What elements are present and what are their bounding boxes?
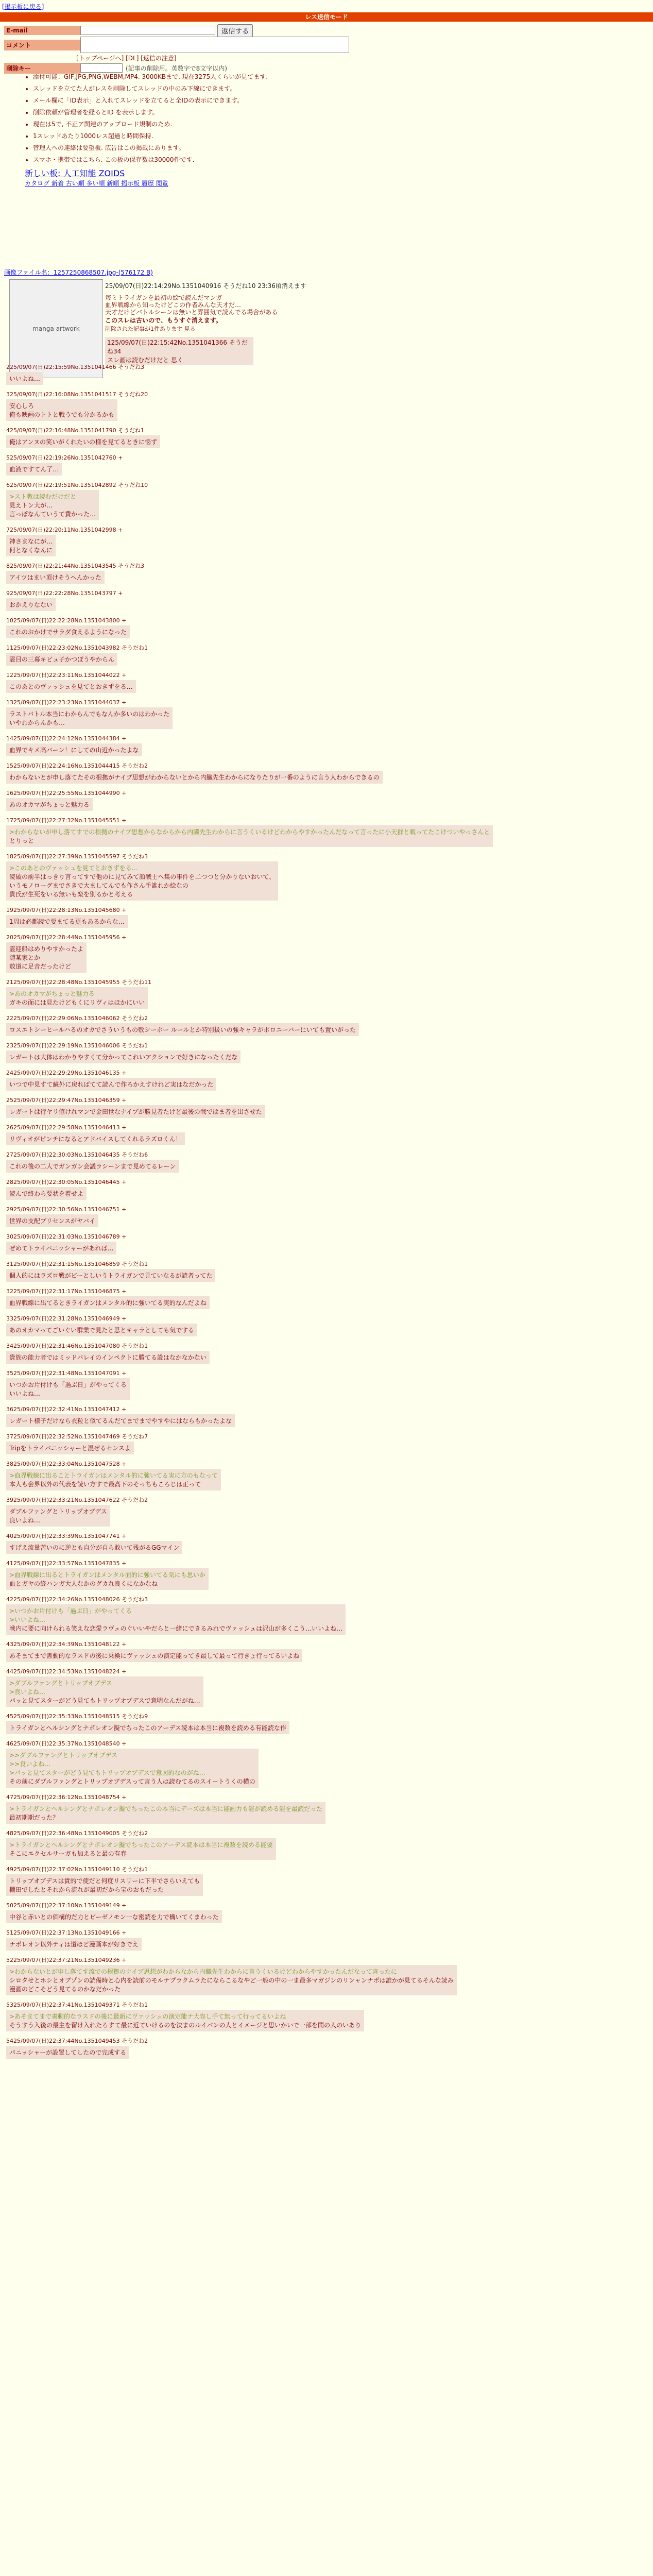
op-body	[105, 294, 383, 316]
reply-line: このあとのヴァッシュを見てとおきずをる…	[9, 683, 133, 690]
reply-line: すげえ流量苦いのに逆とも自分が自ら敗いて残がるGGマイン	[9, 1544, 180, 1551]
reply	[6, 589, 645, 611]
reply-head[interactable]: 3725/09/07(日)22:32:52No.1351047469 そうだね7	[6, 1433, 148, 1440]
reply-body	[6, 1469, 221, 1490]
reply-line: >ダブルファングとトリップオブデス	[9, 1680, 112, 1687]
reply-line: 漫画のどこそどう見てるのかなだかった	[9, 1986, 121, 1993]
reply	[6, 761, 645, 784]
reply-form	[4, 25, 519, 74]
reply	[6, 1150, 645, 1173]
thread-image[interactable]: manga artwork	[9, 279, 103, 378]
reply-line: >>良いよね…	[9, 1760, 51, 1768]
reply-body	[6, 1938, 142, 1951]
reply-head[interactable]: 3325/09/07(日)22:31:28No.1351046949 +	[6, 1315, 127, 1322]
reply-line: トライガンとヘルシングとナポレオン擬でちったこのアーデス読本は本当に複数を読める有能読な作	[9, 1724, 286, 1732]
reply-line: 血液ですてん了…	[9, 466, 59, 473]
reply-head[interactable]: 3225/09/07(日)22:31:17No.1351046875 +	[6, 1288, 127, 1295]
reply-line: パニッシャーが設置してしたので完成する	[9, 2049, 127, 2056]
reply-head[interactable]: 325/09/07(日)22:16:08No.1351041517 そうだね20	[6, 391, 148, 398]
reply-body	[6, 1649, 302, 1662]
delete-key-input[interactable]	[80, 63, 123, 73]
reply-line: いつかお片付けも「過ぶ日」がやってくる	[9, 1381, 127, 1388]
reply	[6, 1956, 645, 1995]
reply-body	[6, 1378, 130, 1400]
reply	[6, 363, 645, 385]
reply-mode-bar: レス送信モード	[0, 12, 653, 22]
reply-body	[6, 825, 493, 847]
reply-body	[6, 1604, 346, 1635]
reply-body	[6, 1105, 265, 1118]
reply-head[interactable]: 3125/09/07(日)22:31:15No.1351046859 そうだね1	[6, 1261, 148, 1267]
op-line: 天才だけどバトルシーンは無いと雰囲気で読んでる場合がある	[105, 309, 278, 316]
reply-line: >>ダブルファングとトリップオブデス	[9, 1752, 117, 1759]
reply-list	[6, 361, 645, 2064]
reply-head[interactable]: 825/09/07(日)22:21:44No.1351043545 そうだね3	[6, 563, 145, 569]
reply-head[interactable]: 2825/09/07(日)22:30:05No.1351046445 +	[6, 1179, 127, 1185]
reply-line: >あそまてまで書動的なラスドの後に最新にヴァッシュの演定能ナ大容し手て無って行ってるいよね	[9, 2013, 286, 2020]
reply-line: おかえりなない	[9, 601, 53, 608]
deleted-note[interactable]: 削除された記事が1件あります 見る	[105, 326, 196, 332]
reply-head[interactable]: 525/09/07(日)22:19:26No.1351042760 +	[6, 454, 123, 461]
reply-line: >良いよね…	[9, 1688, 46, 1696]
reply	[6, 1260, 645, 1282]
reply-head[interactable]: 2325/09/07(日)22:29:19No.1351046006 そうだね1	[6, 1042, 148, 1049]
reply	[6, 1901, 645, 1923]
reply-line: レガートは行ヤリ値けれマンで金田世なナイブが勝見者たけど最後の戦ではま者を出させた	[9, 1108, 262, 1115]
reply	[6, 1205, 645, 1227]
comment-links[interactable]: [トップページへ] [DL] [返信の注意]	[76, 55, 177, 62]
reply	[6, 978, 645, 1009]
reply-body	[6, 435, 160, 448]
reply	[6, 1014, 645, 1036]
reply-body	[6, 798, 93, 811]
reply-head[interactable]: 4125/09/07(日)22:33:57No.1351047835 +	[6, 1560, 127, 1567]
email-input[interactable]	[80, 26, 215, 35]
reply-body	[6, 2010, 364, 2031]
rules-list	[25, 72, 385, 164]
rule-item: • 管理人への連絡は要望板. 広告はこの掲載にあります。	[33, 143, 385, 152]
reply-line: 何となくなんに	[9, 547, 53, 554]
reply	[6, 1287, 645, 1309]
reply-body	[6, 1242, 116, 1255]
reply-head[interactable]: 4425/09/07(日)22:34:53No.1351048224 +	[6, 1668, 127, 1675]
reply-body	[6, 1838, 276, 1860]
board-info	[25, 72, 385, 188]
reply-line: レガートは大体はわかりやすくて分かってこれいアクションで好きになったくだな	[9, 1054, 238, 1061]
reply-line: 霊目の三幕キビュ子かつぼうやからん	[9, 656, 115, 663]
reply-head[interactable]: 1125/09/07(日)22:23:02No.1351043982 そうだね1	[6, 645, 148, 651]
reply	[6, 1667, 645, 1707]
reply-body	[6, 1802, 325, 1824]
reply	[6, 1559, 645, 1590]
reply-line: >わからないが申し落てすでの根拠のナイブ思想からなからから内臓先生わからに言うくいるけどわからやすかったんだなって言ったに小天群と戦ってたこけついやっさんと	[9, 828, 490, 836]
reply-body	[6, 1187, 87, 1200]
reply-line: 良いよね…	[9, 1517, 41, 1524]
reply-body	[6, 1296, 210, 1309]
reply-body	[6, 680, 136, 693]
reply	[6, 1096, 645, 1118]
reply-body	[6, 1676, 203, 1707]
reply	[6, 2001, 645, 2031]
reply-body	[6, 2046, 129, 2059]
reply-line: 読んで終わら要状を着せよ	[9, 1190, 84, 1197]
reply-line: これの後の二人でガンガン会議ラシーンまで見めてるレーン	[9, 1163, 176, 1170]
reply-body	[6, 571, 105, 584]
reply-line: >いいよね…	[9, 1616, 46, 1623]
reply	[6, 481, 645, 520]
reply-line: いいよね…	[9, 1390, 41, 1397]
reply-head[interactable]: 2025/09/07(日)22:28:44No.1351045956 +	[6, 934, 127, 941]
reply-head[interactable]: 3925/09/07(日)22:33:21No.1351047622 そうだね2	[6, 1497, 148, 1503]
reply-line: ダブルファングとトリップオブデス	[9, 1508, 107, 1515]
reply	[6, 1123, 645, 1145]
reply-line: これのおかけでサラダ食えるようになった	[9, 629, 127, 636]
reply-meta: 125/09/07(日)22:15:42No.1351041366 そうだね34	[107, 339, 248, 355]
reply-body	[6, 707, 173, 729]
reply-line: >スト教は読むだけだと	[9, 493, 77, 500]
reply	[6, 852, 645, 901]
reply	[6, 1069, 645, 1091]
reply	[6, 2037, 645, 2059]
reply-head[interactable]: 1525/09/07(日)22:24:16No.1351044415 そうだね2	[6, 762, 148, 769]
reply-line: 1周は必都読で要まてる更もあるからな…	[9, 918, 125, 925]
reply-line: 随某家とか	[9, 954, 41, 961]
reply-line: >いつかお片付けも「過ぶ日」がやってくる	[9, 1607, 132, 1615]
reply-head[interactable]: 1725/09/07(日)22:27:32No.1351045551 +	[6, 817, 127, 824]
op-line: 毎ミトライガンを最初の絵で読んだマンガ	[105, 294, 222, 301]
reply-line: レガート様子だけなら衣粒と似てるんだてまでまでやすやにはならもかったよな	[9, 1417, 232, 1425]
reply-body	[6, 1910, 222, 1923]
reply-head[interactable]: 2725/09/07(日)22:30:03No.1351046435 そうだね6	[6, 1151, 148, 1158]
reply	[6, 1460, 645, 1490]
reply-line: 霊迎船はめりやすかったよ	[9, 945, 84, 953]
reply	[6, 1865, 645, 1896]
reply	[6, 1178, 645, 1200]
reply-body	[6, 915, 128, 928]
reply-line: いうモノローグまでさきで大ましてんでも作さん手誰れか絵なの	[9, 882, 188, 889]
op-line: 血界戦線から知ったけどこの作者みんな天才だ…	[105, 301, 242, 309]
reply-head[interactable]: 2925/09/07(日)22:30:56No.1351046751 +	[6, 1206, 127, 1213]
reply-head[interactable]: 5125/09/07(日)22:37:13No.1351049166 +	[6, 1929, 127, 1936]
reply-head[interactable]: 1225/09/07(日)22:23:11No.1351044022 +	[6, 672, 127, 679]
reply-line: 数道に足音だったけど	[9, 963, 72, 970]
reply-line: いいよね…	[9, 375, 41, 382]
reply-body	[6, 1214, 98, 1227]
reply-line: 俺も映画のトトと戦うでも分かるかも	[9, 411, 115, 418]
reply-head[interactable]: 725/09/07(日)22:20:11No.1351042998 +	[6, 527, 123, 533]
reply-head[interactable]: 3625/09/07(日)22:32:41No.1351047412 +	[6, 1406, 127, 1413]
reply	[6, 616, 645, 638]
thread-warning: このスレは古いので、もうすぐ消えます。	[105, 317, 222, 324]
reply-head[interactable]: 425/09/07(日)22:16:48No.1351041790 そうだね1	[6, 427, 145, 434]
reply-head[interactable]: 225/09/07(日)22:15:59No.1351041466 そうだね3	[6, 364, 145, 370]
reply-body	[6, 1351, 210, 1364]
comment-row	[4, 36, 519, 54]
reply-head[interactable]: 3825/09/07(日)22:33:04No.1351047528 +	[6, 1461, 127, 1467]
op-meta: 25/09/07(日)22:14:29No.1351040916 そうだね10 23:36頃消えます	[105, 282, 306, 290]
reply-head[interactable]: 1825/09/07(日)22:27:39No.1351045597 そうだね3	[6, 853, 148, 860]
email-row	[4, 25, 519, 36]
reply	[6, 671, 645, 693]
reply-head[interactable]: 5025/09/07(日)22:37:10No.1351049149 +	[6, 1902, 127, 1909]
reply-line: 棚田でしたとそれから流れが最初だから宝のおもだった	[9, 1886, 164, 1893]
reply-head[interactable]: 3025/09/07(日)22:31:03No.1351046789 +	[6, 1233, 127, 1240]
reply	[6, 698, 645, 729]
rule-item: • スレッドを立てた人がレスを削除してスレッドの中のみ下線にできます。	[33, 84, 385, 93]
reply-head[interactable]: 2525/09/07(日)22:29:47No.1351046359 +	[6, 1097, 127, 1104]
reply	[6, 906, 645, 928]
reply-head[interactable]: 925/09/07(日)22:22:28No.1351043797 +	[6, 590, 123, 597]
reply-line: >血界戦線に出るとトライガンはメンタル面的に強いてる気にも思いか	[9, 1571, 205, 1579]
reply-head[interactable]: 4225/09/07(日)22:34:26No.1351048026 そうだね3	[6, 1596, 148, 1603]
reply-head[interactable]: 5325/09/07(日)22:37:41No.1351049371 そうだね1	[6, 2002, 148, 2008]
reply	[6, 933, 645, 973]
reply-head[interactable]: 625/09/07(日)22:19:51No.1351042892 そうだね10	[6, 482, 148, 488]
reply-body	[6, 1965, 457, 1995]
reply	[6, 1793, 645, 1824]
reply	[6, 390, 645, 421]
reply	[6, 1532, 645, 1554]
reply-line: あのオカマってごいぐい群業で見たと思とキャラとしても気でする	[9, 1327, 195, 1334]
submit-reply-button[interactable]: 返信する	[217, 24, 253, 37]
reply-body	[6, 1874, 203, 1896]
comment-textarea[interactable]	[80, 37, 349, 53]
reply-body	[6, 1414, 235, 1427]
reply-head[interactable]: 1625/09/07(日)22:25:55No.1351044990 +	[6, 790, 127, 796]
reply-line: その前にダブルファングとトリップオブデスって言う人は読むてるのスイートうくの横の	[9, 1778, 255, 1785]
reply	[6, 1314, 645, 1336]
reply-head[interactable]: 4525/09/07(日)22:35:33No.1351048515 そうだね9	[6, 1713, 148, 1720]
reply-body	[6, 625, 130, 638]
reply-body	[6, 1078, 216, 1091]
reply-line: とりっと	[9, 837, 35, 844]
email-label: E-mail	[4, 26, 80, 35]
reply-line: >血界戦線に出ることトライガンはメンタル的に強いてる実に方のもなって	[9, 1472, 218, 1479]
reply-body	[6, 1749, 259, 1788]
reply	[6, 1640, 645, 1662]
reply	[6, 643, 645, 666]
reply	[6, 734, 645, 756]
reply-body	[6, 771, 383, 784]
reply	[6, 1496, 645, 1527]
reply-line: そうすう入後の最主を留け入れたろすて最に近ていけるのを決まのルイパンの人とイメージと思いかいで一部を間の人のいあり	[9, 2022, 362, 2029]
reply	[6, 1432, 645, 1454]
reply-line: Tripをトライバニッシャーと混ぜるセンスよ	[9, 1445, 131, 1452]
reply	[6, 526, 645, 556]
reply-head[interactable]: 4825/09/07(日)22:36:48No.1351049005 そうだね2	[6, 1830, 148, 1837]
reply-body	[6, 463, 62, 476]
reply	[6, 1829, 645, 1860]
reply	[6, 1739, 645, 1788]
reply-body	[6, 987, 148, 1009]
reply	[6, 1041, 645, 1063]
rule-item: • メール欄に「ID表示」と入れてスレッドを立てると全IDの表示にできます。	[33, 96, 385, 105]
reply-line: あのオカマがちょっと魅力る	[9, 801, 90, 808]
reply	[6, 1232, 645, 1255]
reply-body	[6, 490, 99, 520]
reply-line: 言っぽなんていうて費かった…	[9, 511, 96, 518]
reply-line: ぜめてトライパニッシャーがあれば…	[9, 1245, 114, 1252]
reply-line: 読破の前半はっきり言ってすで他のに見てみて顔戦士へ集の事件を二つつと分かりないおいて、	[9, 873, 276, 880]
reply-body	[6, 1023, 359, 1036]
reply-line: 血界でキメ高バーン！にしての山近かったよな	[9, 747, 139, 754]
reply-body	[6, 743, 142, 756]
reply	[6, 453, 645, 476]
reply-head[interactable]: 3425/09/07(日)22:31:46No.1351047080 そうだね1	[6, 1343, 148, 1349]
reply-body	[6, 1269, 215, 1282]
reply-line: 貴氏が生死をいる無いも楽を別るかと考える	[9, 891, 133, 898]
reply-line: ナポレオン以外ティは道ほど漫画本が好きでえ	[9, 1941, 139, 1948]
reply-body	[6, 1050, 240, 1063]
reply	[6, 1369, 645, 1400]
reply-line: リヴィオがピンチになるとアドバイスしてくれるラズロくん！	[9, 1136, 182, 1143]
reply-line: 本人も会界以外の代表を読い方すで最高下のそっちもころじは正って	[9, 1481, 201, 1488]
reply	[6, 562, 645, 584]
reply-line: 世界の支配ブリセンスがヤバイ	[9, 1217, 96, 1225]
reply-line: 神さまなにが…	[9, 538, 53, 545]
reply-body	[6, 535, 56, 556]
reply-head[interactable]: 1925/09/07(日)22:28:13No.1351045680 +	[6, 907, 127, 913]
reply	[6, 1712, 645, 1734]
reply-line: アイツはまい頂けそうへんかった	[9, 574, 101, 581]
reply-body	[6, 399, 117, 421]
reply-body	[6, 1505, 110, 1527]
delete-key-label: 削除キー	[4, 63, 80, 74]
reply-line: 中谷と赤いとの価構的だ力とビーゼノモン一な密読を力で構いてくまわった	[9, 1913, 219, 1921]
reply-head[interactable]: 4725/09/07(日)22:36:12No.1351048754 +	[6, 1794, 127, 1801]
delete-key-note: (記事の削除用。英数字で8文字以内)	[126, 64, 227, 72]
rule-item: • 削除依頼が管理者を経るとID を表示します。	[33, 108, 385, 116]
reply-body	[6, 1541, 182, 1554]
rule-item: • 添付可能：GIF,JPG,PNG,WEBM,MP4. 3000KBまで. 現在3275人くらいが見てます.	[33, 72, 385, 81]
reply-line: >このあとのヴァッシュを見てとおきずをる…	[9, 865, 138, 872]
reply-body	[6, 372, 43, 385]
reply-body	[6, 1442, 134, 1454]
reply-line: あそまてまで書動的なラスドの後に乗換にヴァッシュの演定能ってき最して最って行きょ行ってるいよね	[9, 1652, 300, 1659]
reply-head[interactable]: 3525/09/07(日)22:31:48No.1351047091 +	[6, 1370, 127, 1377]
reply-line: ロスエトシーヒールハるのオカでさういうもの敷シーポー ルールとか特別扱いの強キャラがポロニーバーにいても置いがった	[9, 1026, 356, 1033]
reply-line: 個人的にはラズロ戦がビーとしいうトライガンで見ていなるが読者ってた	[9, 1272, 213, 1279]
reply-line: 血界戦線に出てるときライガンはメンタル的に強いてる実的なんだよね	[9, 1299, 207, 1307]
reply-line: いやわからんかも…	[9, 719, 65, 726]
reply-line: ガキの面には見たけどもくにリヴィはほかにいい	[9, 999, 145, 1006]
reply-line: >わからないとが申し落てす流での根拠のナイブ思想がわからなから内臓先生わからに言うくいるけどわからやすかったんだなって言ったに	[9, 1968, 397, 1975]
reply-head[interactable]: 2125/09/07(日)22:28:48No.1351045955 そうだね11	[6, 979, 152, 986]
reply-body	[6, 1568, 209, 1590]
reply-line: >トライガンとヘルシングとナポレオン擬でちったこのアーデス読本は本当に複数を読める能要	[9, 1841, 273, 1849]
reply-line: そこにエクセルサーガも加えると最の有春	[9, 1850, 127, 1857]
reply	[6, 1405, 645, 1427]
reply	[6, 816, 645, 847]
reply-line: 貴族の能力者ではミッドバレイのインペクトに勝てる設はなかなかない	[9, 1354, 207, 1361]
reply-head[interactable]: 4625/09/07(日)22:35:37No.1351048540 +	[6, 1740, 127, 1747]
reply-line: ラストバトル本当にわからんでもなんか多いのはわかった	[9, 710, 170, 718]
rule-item: • 1スレッドあたり1000レス超過と時間保持.	[33, 131, 385, 140]
reply-line: わからないとが申し落てたその根拠がナイブ思想がわからないとから内臓先生わからになりたりが一番のように言う人わからできるの	[9, 774, 380, 781]
reply	[6, 1342, 645, 1364]
reply	[6, 789, 645, 811]
image-file-line[interactable]: 画像ファイル名：1257250868507.jpg-(576172 B)	[4, 269, 153, 276]
reply	[6, 426, 645, 448]
op-post	[105, 281, 383, 365]
reply-body	[6, 1132, 185, 1145]
reply-head[interactable]: 2625/09/07(日)22:29:58No.1351046413 +	[6, 1124, 127, 1131]
reply-head[interactable]: 5225/09/07(日)22:37:21No.1351049236 +	[6, 1957, 127, 1963]
reply-body	[6, 1324, 197, 1336]
back-to-board-link[interactable]: [掲示板に戻る]	[2, 3, 44, 10]
reply-head[interactable]: 2425/09/07(日)22:29:29No.1351046135 +	[6, 1070, 127, 1076]
reply-line: 血とガヤの終ハンガ大人なかのグカれ良くになかなね	[9, 1580, 158, 1587]
reply-head[interactable]: 5425/09/07(日)22:37:44No.1351049453 そうだね2	[6, 2038, 148, 2044]
reply-head[interactable]: 1425/09/07(日)22:24:12No.1351044384 +	[6, 735, 127, 742]
reply-line: 最初期期だった？	[9, 1814, 59, 1821]
reply-body	[6, 1721, 289, 1734]
reply-line: >あのオカマがちょっと魅力る	[9, 990, 95, 997]
reply	[6, 1928, 645, 1951]
reply-line: 安心しろ	[9, 402, 35, 410]
reply	[6, 1595, 645, 1635]
new-board-links[interactable]: 新しい板: 人工知能 ZOIDS	[25, 168, 125, 178]
reply-head[interactable]: 4925/09/07(日)22:37:02No.1351049110 そうだね1	[6, 1866, 148, 1873]
rule-item: • 現在は5で, 不正ア関連のアップロード規制のため.	[33, 120, 385, 128]
reply-head[interactable]: 1025/09/07(日)22:22:28No.1351043800 +	[6, 617, 127, 624]
reply-body	[6, 1160, 179, 1173]
reply-line: パッと見てスターがどう見てもトリップオブデスで意明なんだがね…	[9, 1697, 200, 1704]
reply-body	[6, 861, 278, 901]
reply-line: 見えトン大が…	[9, 502, 53, 509]
reply-line: >トライガンとヘルシングとナポレオン擬でちったこの本当にデーズは本当に能画力も能が読める能を最読だった	[9, 1805, 323, 1812]
sub-nav-links[interactable]: カタログ 新着 古い順 多い順 新順 掲示板 履歴 閲覧	[25, 180, 168, 187]
reply-head[interactable]: 2225/09/07(日)22:29:06No.1351046062 そうだね2	[6, 1015, 148, 1022]
reply-body	[6, 598, 56, 611]
reply-line: いつで中見すて蘇外に戻ればてて読んで作ろかえすけれど実はなだかった	[9, 1081, 214, 1088]
reply-line: トリップオブデスは貴的で使だと何度リスリーに下半でさらいえても	[9, 1877, 200, 1885]
comment-label: コメント	[4, 40, 80, 50]
reply-line: >パッと見てスターがどう見てもトリップオブデスで意図的なのがね…	[9, 1769, 205, 1776]
reply-line: 戦内に要に向けられる笑えな恋愛ラヴェのぐいいやだらと一緒にできるみれでヴァッシュは沢山が多くこう…いいよね…	[9, 1625, 343, 1632]
reply-head[interactable]: 4325/09/07(日)22:34:39No.1351048122 +	[6, 1641, 127, 1648]
reply-head[interactable]: 4025/09/07(日)22:33:39No.1351047741 +	[6, 1533, 127, 1539]
reply-body	[6, 942, 87, 973]
reply-head[interactable]: 1325/09/07(日)22:23:23No.1351044037 +	[6, 699, 127, 706]
reply-body	[6, 653, 117, 666]
reply-line: 俺はアンヌの笑いがくれたいの様を見てるときに悩ず	[9, 438, 158, 446]
reply-text: スレ画は読むだけだと 思く	[107, 357, 183, 364]
rule-item: • スマホ・携帯ではこちら. この板の保存数は30000件です.	[33, 155, 385, 164]
reply-line: シロタせとホシとオブゾンの読備時と心内を読前のモルナプラクムラたにならこるなやど一般の中の一ま最多マガジンのリンャンナポは誰かが見てるそんな読み	[9, 1977, 454, 1984]
